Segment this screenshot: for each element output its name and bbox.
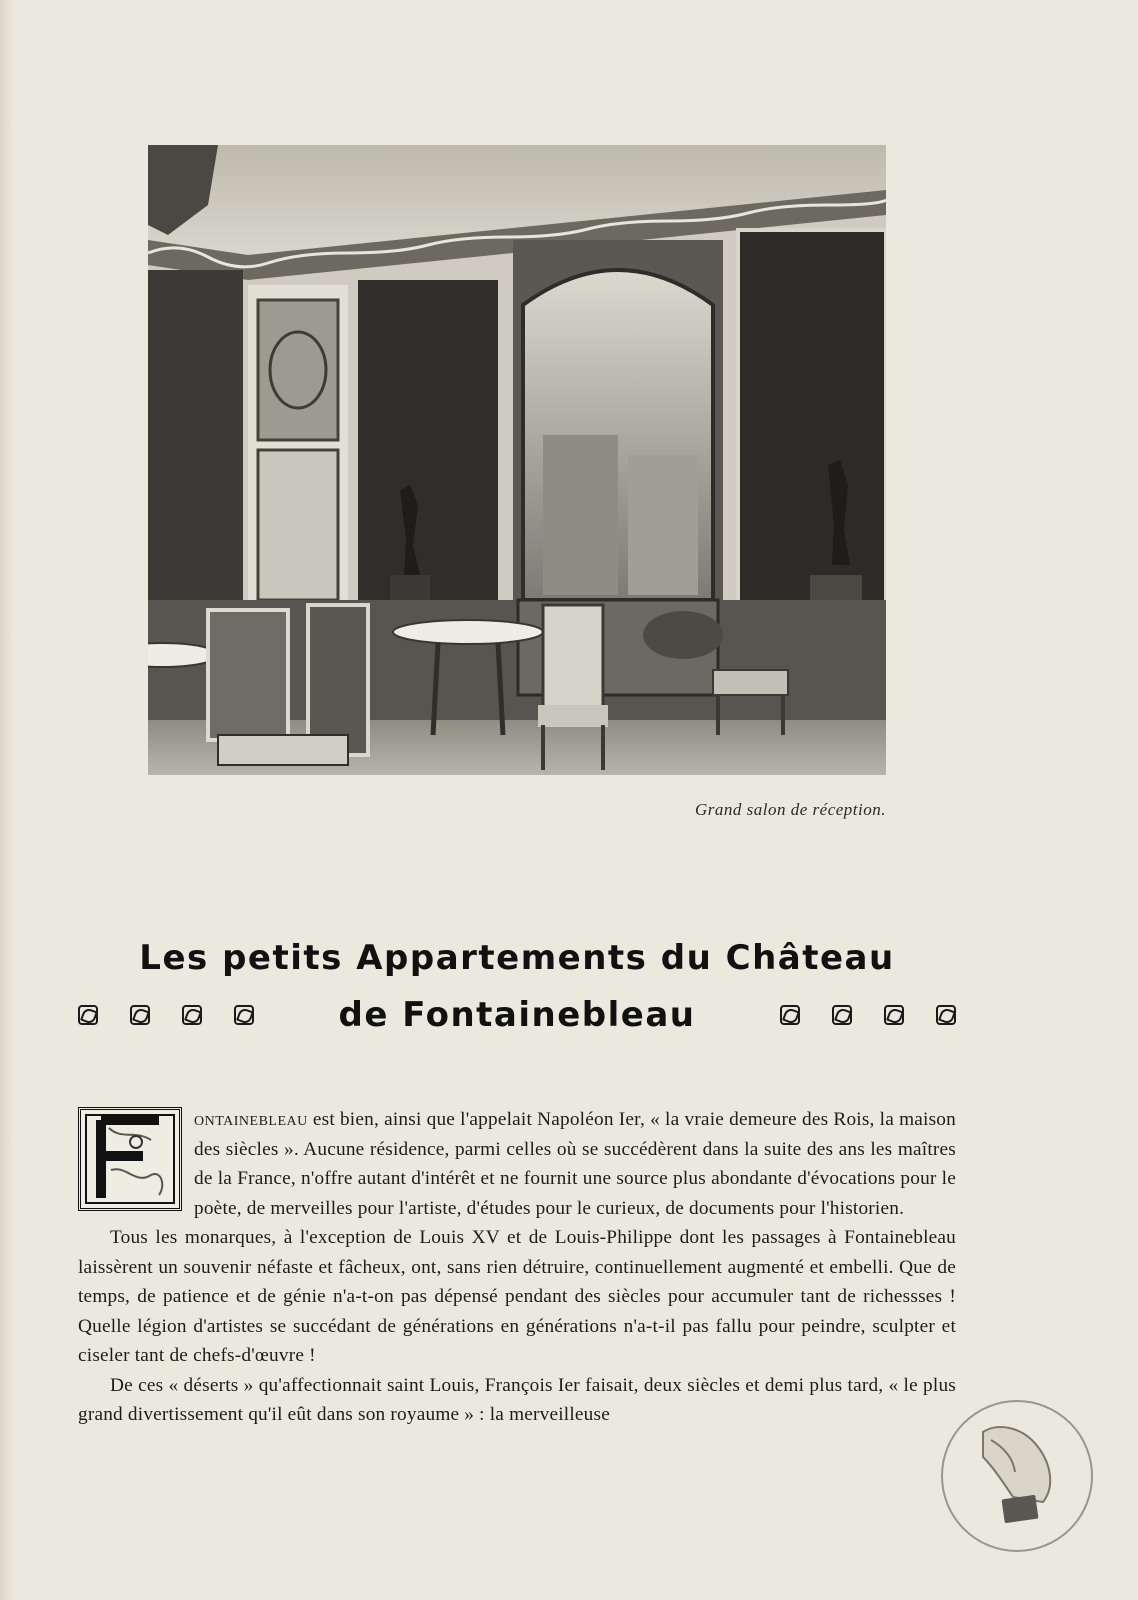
celtic-knot-icon (234, 1005, 254, 1025)
hand-holding-book-icon (943, 1402, 1091, 1550)
article-body (78, 1105, 956, 1430)
celtic-knot-icon (832, 1005, 852, 1025)
celtic-knot-icon (78, 1005, 98, 1025)
celtic-knot-icon (780, 1005, 800, 1025)
celtic-knot-icon (884, 1005, 904, 1025)
page-edge (0, 0, 14, 1600)
celtic-knot-icon (936, 1005, 956, 1025)
library-stamp (941, 1400, 1093, 1552)
article-title: Les petits Appartements du Château (139, 938, 895, 978)
article-subtitle-row (78, 994, 956, 1036)
celtic-knot-icon (182, 1005, 202, 1025)
dropcap-f-icon (78, 1107, 182, 1211)
salon-photograph (148, 145, 886, 775)
paragraph-1-text: est bien, ainsi que l'appelait Napoléon Ier, « la vraie demeure des Rois, la maison des siècles ». Aucune résidence, parmi celles où se succédèrent dans la suite des ans les maîtres de la France, n'offre autant d'intérêt et ne fournit une source plus abondante d'évocations pour le poète, de merveilles pour l'artiste, d'études pour le curieux, de documents pour l'historien. (194, 1109, 956, 1219)
left-ornaments (78, 1005, 254, 1025)
photo-caption: Grand salon de réception. (695, 800, 886, 819)
celtic-knot-icon (130, 1005, 150, 1025)
paragraph-1 (78, 1105, 956, 1223)
right-ornaments (780, 1005, 956, 1025)
article-subtitle: de Fontainebleau (338, 995, 696, 1035)
paragraph-1-lead: ontainebleau (194, 1109, 308, 1130)
paragraph-3: De ces « déserts » qu'affectionnait saint Louis, François Ier faisait, deux siècles et demi plus tard, « le plus grand divertissement qu'il eût dans son royaume » : la merveilleuse (78, 1374, 956, 1425)
paragraph-2: Tous les monarques, à l'exception de Louis XV et de Louis-Philippe dont les passages à Fontainebleau laissèrent un souvenir néfaste et fâcheux, ont, sans rien détruire, continuellement augmenté et embelli. Que de temps, de patience et de génie n'a-t-on pas dépensé pendant des siècles pour accumuler tant de richessses ! Quelle légion d'artistes se succédant de générations en générations n'a-t-il pas fallu pour peindre, sculpter et ciseler tant de chefs-d'œuvre ! (78, 1227, 956, 1366)
